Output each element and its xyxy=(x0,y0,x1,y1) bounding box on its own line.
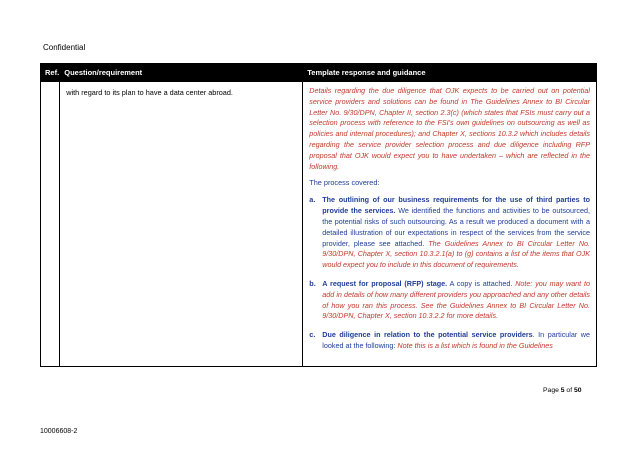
process-covered: The process covered: xyxy=(309,178,380,188)
question-cell xyxy=(60,82,303,367)
ref-cell xyxy=(41,82,60,367)
confidential-label: Confidential xyxy=(43,43,86,52)
item-guidance: Note this is a list which is found in the Guidelines xyxy=(395,340,553,350)
page-prefix: Page xyxy=(543,387,561,394)
item-letter: c. xyxy=(309,330,316,340)
page-of: of xyxy=(564,387,574,394)
item-text: . In particular we looked at the following: xyxy=(322,330,590,350)
question-text: with regard to its plan to have a data center abroad. xyxy=(66,88,233,97)
col-template-header: Template response and guidance xyxy=(303,64,597,82)
page-total: 50 xyxy=(574,387,582,394)
item-bold: A request for proposal (RFP) stage. xyxy=(322,278,448,288)
list-item-c xyxy=(309,330,590,352)
template-cell xyxy=(303,82,597,367)
item-guidance: Note: you may want to add in details of how many different providers you approached and any other details of how you ran this process. See the Guidelines Annex to BI Circular Letter No. 9/30/DPN, Chapter X, section 10.3.2.2 for more details. xyxy=(322,278,590,321)
col-question-header: Question/requirement xyxy=(60,64,303,82)
list-item-b xyxy=(309,279,590,322)
page-current: 5 xyxy=(560,387,565,394)
item-letter: a. xyxy=(309,195,316,205)
table-row xyxy=(41,82,597,367)
page-number xyxy=(543,387,582,394)
item-text: We identified the functions and activities to be outsourced, the potential risks of such outsourcing. As a result we produced a document with a detailed illustration of our expectations in respect of the services from the service provider, please see attached. xyxy=(322,206,590,248)
item-text: A copy is attached. xyxy=(447,278,513,288)
item-bold: The outlining of our business requirements for the use of third parties to provide the services. xyxy=(322,195,590,216)
intro-guidance: Details regarding the due diligence that OJK expects to be carried out on potential service providers and solutions can be found in The Guidelines Annex to BI Circular Letter No. 9/30/DPN, Chapter II, section 2.3(c) (which states that FSIs must carry out a selection process with reference to the FSI's own guidelines on outsourcing as well as policies and internal procedures); and Chapter X, sections 10.3.2 which includes details regarding the service provider selection process and due diligence including RFP proposal that OJK would expect you to have undertaken – which are reflected in the following. xyxy=(309,86,590,171)
template-table xyxy=(40,63,597,367)
item-letter: b. xyxy=(309,278,316,288)
col-ref-header: Ref. xyxy=(41,64,60,82)
item-guidance: The Guidelines Annex to BI Circular Letter No. 9/30/DPN, Chapter X, section 10.3.2.1(a) to (g) contains a list of the items that OJK would expect you to include in this document of requirements. xyxy=(322,238,591,270)
document-number: 10006608-2 xyxy=(40,428,78,435)
list-item-a xyxy=(309,195,590,271)
item-bold: Due diligence in relation to the potential service providers xyxy=(322,330,533,340)
table-header-row xyxy=(41,64,597,82)
